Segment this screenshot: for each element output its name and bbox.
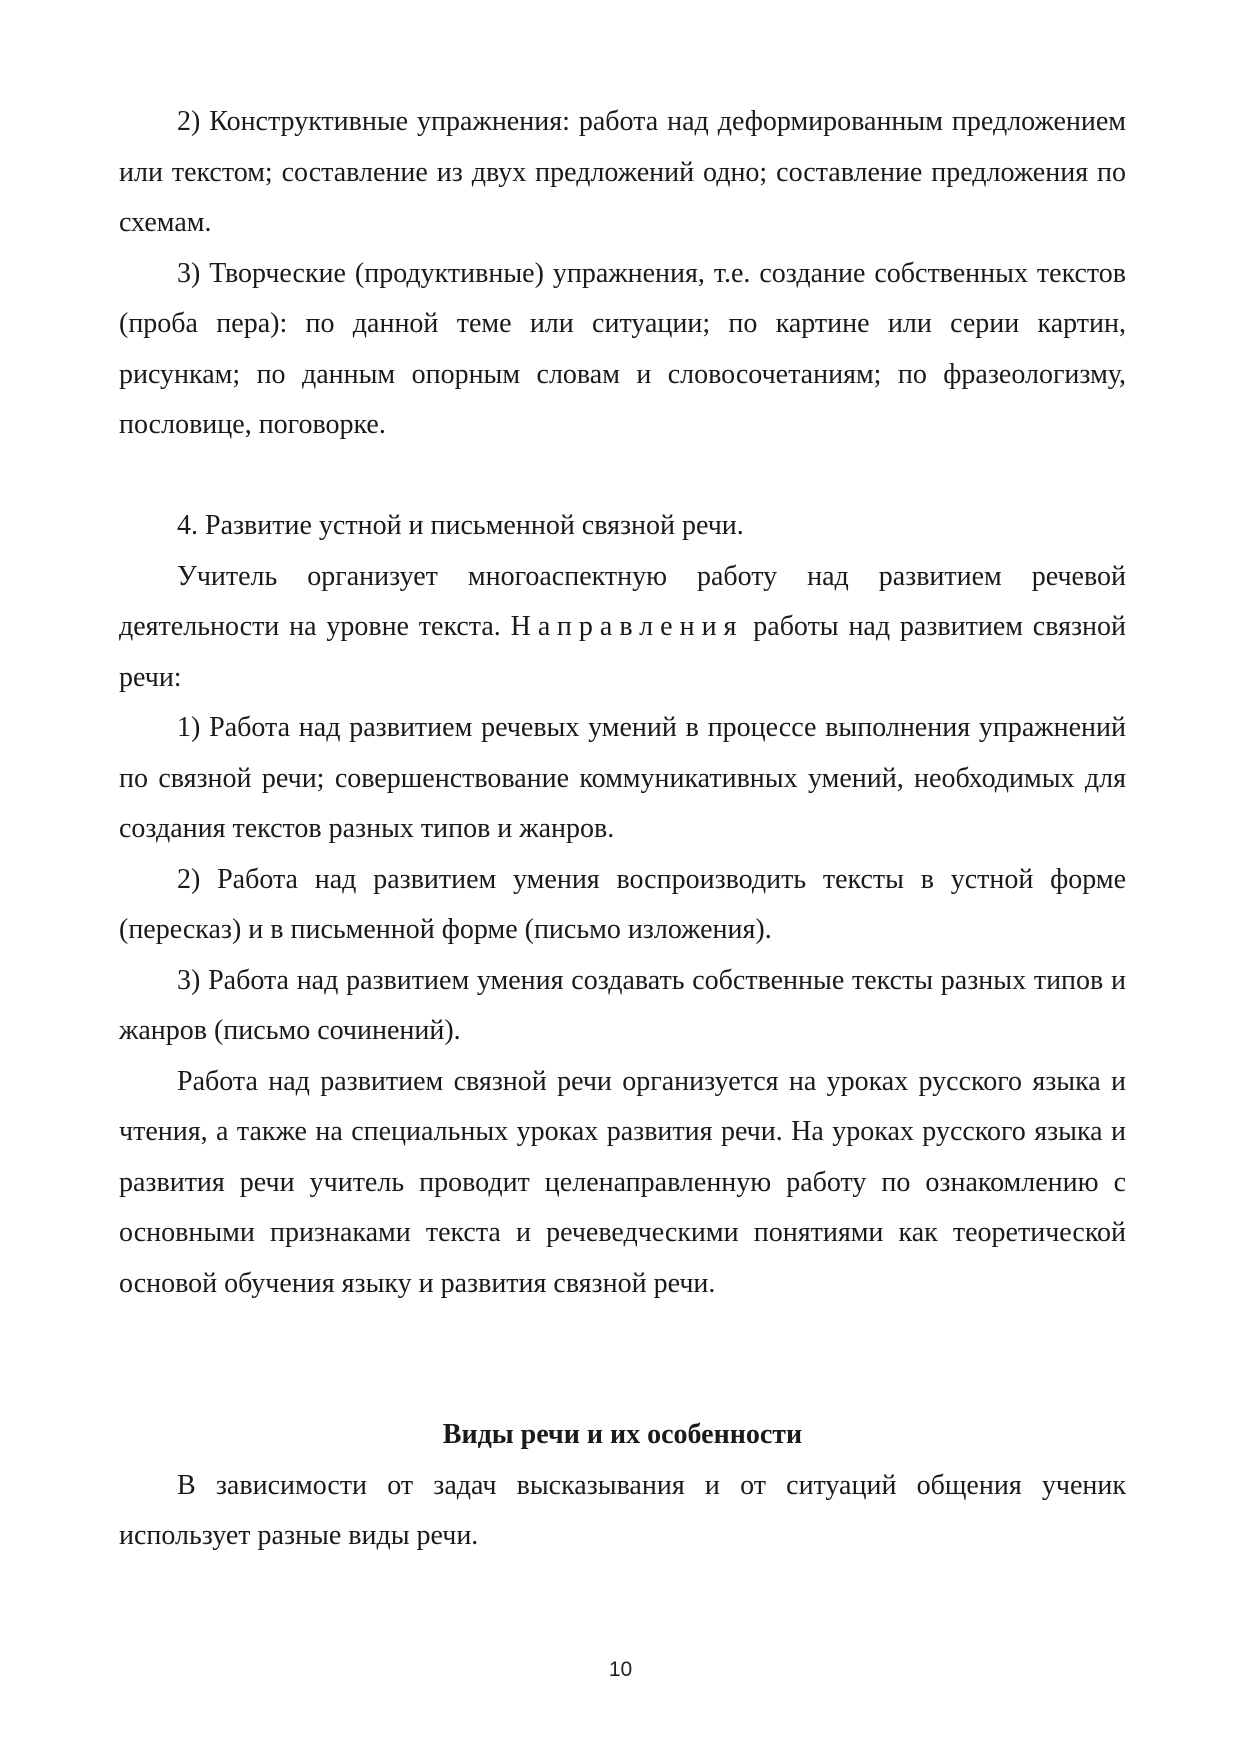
paragraph-constructive-exercises: 2) Конструктивные упражнения: работа над деформированным предложением или текстом; составление из двух предложений одно; составление предложения по схемам. xyxy=(119,106,1126,238)
section-heading: Виды речи и их особенности xyxy=(442,1419,803,1450)
directions-spaced-word: Направления xyxy=(510,611,744,642)
paragraph-direction-1: 1) Работа над развитием речевых умений в процессе выполнения упражнений по связной речи; совершенствование коммуникативных умений, необходимых для создания текстов разных типов и жанров. xyxy=(119,712,1126,844)
paragraph-lessons: Работа над развитием связной речи организуется на уроках русского языка и чтения, а также на специальных уроках развития речи. На уроках русского языка и развития речи учитель проводит целенаправленную работу по ознакомлению с основными признаками текста и речеведческими понятиями как теоретической основой обучения языку и развития связной речи. xyxy=(119,1065,1126,1299)
blank-lines xyxy=(119,1309,1126,1410)
paragraph-teacher-work xyxy=(119,552,1126,704)
paragraph-speech-types: В зависимости от задач высказывания и от ситуаций общения ученик использует разные виды речи. xyxy=(119,1469,1126,1551)
section-item-4: 4. Развитие устной и письменной связной речи. xyxy=(177,510,744,541)
paragraph-teacher-work-end: работы над развитием связной речи: xyxy=(119,611,1126,693)
paragraph-creative-exercises: 3) Творческие (продуктивные) упражнения, т.е. создание собственных текстов (проба пера): по данной теме или ситуации; по картине или серии картин, рисункам; по данным опорным словам и словосочетаниям; по фразеологизму, пословице, поговорке. xyxy=(119,257,1126,440)
paragraph-direction-3: 3) Работа над развитием умения создавать собственные тексты разных типов и жанров (письмо сочинений). xyxy=(119,964,1126,1046)
paragraph-direction-2: 2) Работа над развитием умения воспроизводить тексты в устной форме (пересказ) и в письменной форме (письмо изложения). xyxy=(119,863,1126,945)
page-number: 10 xyxy=(608,1658,633,1681)
blank-line xyxy=(119,451,1126,502)
paragraph-teacher-work-start: Учитель организует многоаспектную работу над развитием речевой деятельности на уровне текста. xyxy=(119,560,1126,642)
page-body xyxy=(119,97,1126,1562)
